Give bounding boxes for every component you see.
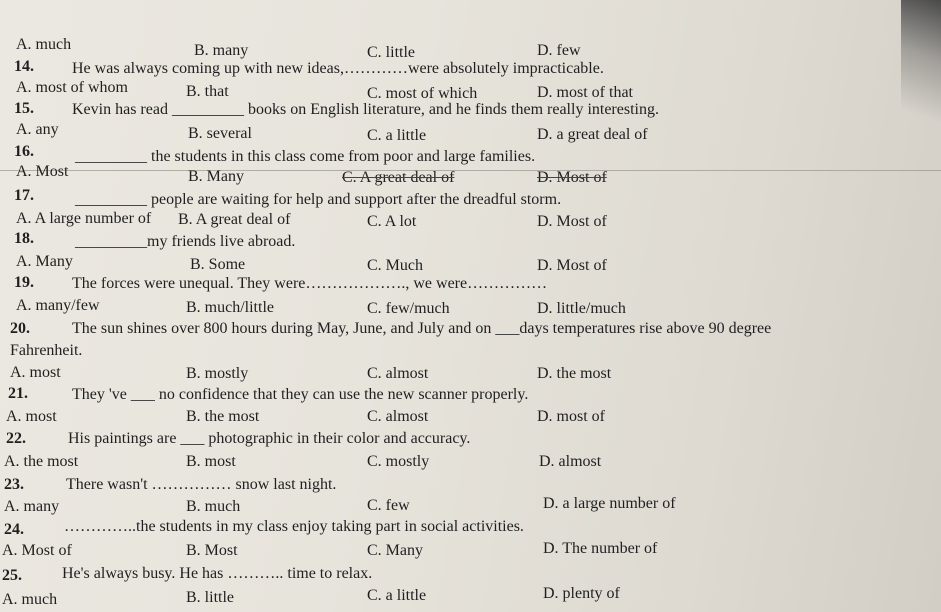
q14-option-c: C. most of which <box>367 85 478 102</box>
q24-option-d: D. The number of <box>543 540 658 557</box>
q23-stem: There wasn't …………… snow last night. <box>66 476 337 493</box>
q21-number: 21. <box>8 385 28 402</box>
q20-stem-continued: Fahrenheit. <box>10 342 83 359</box>
q18-option-d: D. Most of <box>537 257 607 274</box>
q25-option-c: C. a little <box>367 587 427 604</box>
q22-number: 22. <box>6 430 26 447</box>
q16-stem: _________ the students in this class come from poor and large families. <box>75 148 536 165</box>
q16-option-b: B. Many <box>188 168 244 185</box>
q25-option-a: A. much <box>2 591 58 608</box>
q13-option-d: D. few <box>537 42 581 59</box>
q21-option-c: C. almost <box>367 408 429 425</box>
q17-option-b: B. A great deal of <box>178 211 291 228</box>
q21-option-a: A. most <box>6 408 57 425</box>
q18-option-a: A. Many <box>16 253 73 270</box>
q21-option-d: D. most of <box>537 408 605 425</box>
q20-stem: The sun shines over 800 hours during May, June, and July and on ___days temperatures rise above 90 degree <box>72 320 772 337</box>
page-shadow <box>901 0 941 140</box>
q22-option-a: A. the most <box>4 453 79 470</box>
q22-option-c: C. mostly <box>367 453 430 470</box>
q13-option-a: A. much <box>16 36 72 53</box>
q17-option-c: C. A lot <box>367 213 417 230</box>
q15-option-a: A. any <box>16 121 59 138</box>
q18-option-c: C. Much <box>367 257 423 274</box>
q17-option-a: A. A large number of <box>16 210 152 227</box>
q13-option-b: B. many <box>194 42 249 59</box>
q23-number: 23. <box>4 476 24 493</box>
q20-option-a: A. most <box>10 364 61 381</box>
q15-stem: Kevin has read _________ books on English literature, and he finds them really interesting. <box>72 101 659 118</box>
q14-option-d: D. most of that <box>537 84 633 101</box>
q24-option-b: B. Most <box>186 542 238 559</box>
q19-option-d: D. little/much <box>537 300 626 317</box>
q20-option-c: C. almost <box>367 365 429 382</box>
q18-number: 18. <box>14 230 34 247</box>
q16-number: 16. <box>14 143 34 160</box>
q19-number: 19. <box>14 274 34 291</box>
q24-option-a: A. Most of <box>2 542 72 559</box>
q14-stem: He was always coming up with new ideas,…………were absolutely impracticable. <box>72 60 604 77</box>
q24-number: 24. <box>4 521 24 538</box>
q23-option-c: C. few <box>367 497 410 514</box>
q15-number: 15. <box>14 100 34 117</box>
q17-number: 17. <box>14 187 34 204</box>
q20-option-b: B. mostly <box>186 365 249 382</box>
q25-number: 25. <box>2 567 22 584</box>
q23-option-d: D. a large number of <box>543 495 676 512</box>
q22-option-d: D. almost <box>539 453 602 470</box>
q24-stem: …………..the students in my class enjoy taking part in social activities. <box>64 518 524 535</box>
q16-option-d: D. Most of <box>537 169 607 186</box>
q20-number: 20. <box>10 320 30 337</box>
q14-option-b: B. that <box>186 83 229 100</box>
q17-stem: _________ people are waiting for help and support after the dreadful storm. <box>75 191 562 208</box>
q17-option-d: D. Most of <box>537 213 607 230</box>
q24-option-c: C. Many <box>367 542 423 559</box>
q14-number: 14. <box>14 58 34 75</box>
q14-option-a: A. most of whom <box>16 79 128 96</box>
q22-option-b: B. most <box>186 453 236 470</box>
q19-option-c: C. few/much <box>367 300 450 317</box>
q16-option-a: A. Most <box>16 163 69 180</box>
q19-stem: The forces were unequal. They were………………., we were…………… <box>72 275 548 292</box>
q18-option-b: B. Some <box>190 256 246 273</box>
q15-option-c: C. a little <box>367 127 427 144</box>
q16-option-c: C. A great deal of <box>342 169 455 186</box>
q22-stem: His paintings are ___ photographic in their color and accuracy. <box>68 430 471 447</box>
q19-option-b: B. much/little <box>186 299 274 316</box>
q21-stem: They 've ___ no confidence that they can use the new scanner properly. <box>72 386 529 403</box>
q19-option-a: A. many/few <box>16 297 100 314</box>
q23-option-a: A. many <box>4 498 60 515</box>
q13-option-c: C. little <box>367 44 415 61</box>
q15-option-d: D. a great deal of <box>537 126 648 143</box>
q23-option-b: B. much <box>186 498 241 515</box>
q25-option-b: B. little <box>186 589 234 606</box>
q21-option-b: B. the most <box>186 408 260 425</box>
q15-option-b: B. several <box>188 125 252 142</box>
q25-stem: He's always busy. He has ……….. time to relax. <box>62 565 373 582</box>
q20-option-d: D. the most <box>537 365 612 382</box>
page-fold-line <box>0 170 941 171</box>
q18-stem: _________my friends live abroad. <box>75 233 296 250</box>
q25-option-d: D. plenty of <box>543 585 620 602</box>
